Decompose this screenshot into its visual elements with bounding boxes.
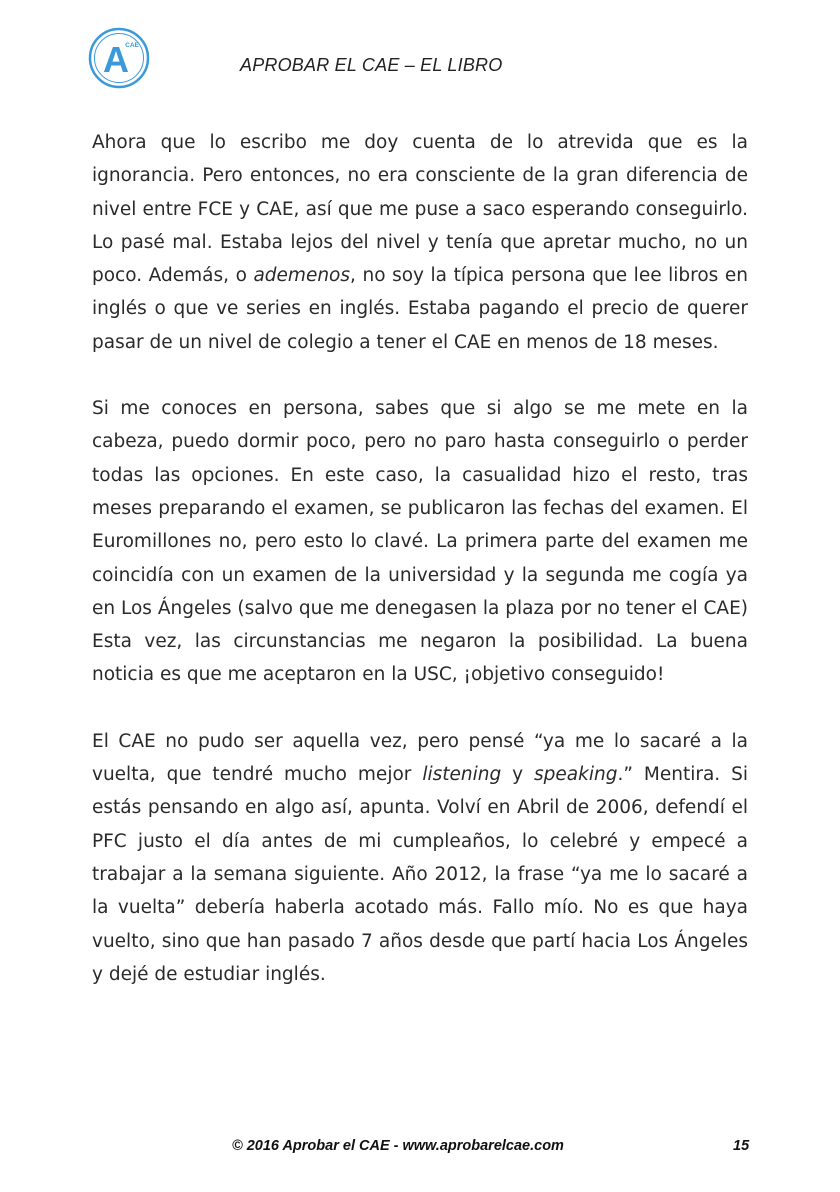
aprobar-cae-logo-icon [88, 27, 150, 89]
paragraph-1-part-a: Ahora que lo escribo me doy cuenta de lo atrevida que es la ignorancia. Pero entonces, no era consciente de la gran diferencia de nivel entre FCE y CAE, así que me puse a saco esperando conseguirlo. Lo pasé mal. Estaba lejos del nivel y tenía que apretar mucho, no un poco. Además, o [92, 132, 748, 287]
footer-copyright: © 2016 Aprobar el CAE - www.aprobarelcae.com [232, 1138, 564, 1154]
page-number: 15 [733, 1138, 750, 1154]
paragraph-3-mid: y [501, 764, 535, 786]
running-header-title: APROBAR EL CAE – EL LIBRO [240, 55, 503, 75]
paragraph-3 [92, 725, 748, 991]
paragraph-1 [92, 126, 748, 359]
paragraph-1-emphasis: ademenos [253, 265, 351, 287]
paragraph-3-part-a: El CAE no pudo ser aquella vez, pero pensé “ya me lo sacaré a la vuelta, que tendré mucho mejor [92, 730, 748, 786]
paragraph-3-emphasis-1: listening [422, 764, 502, 786]
logo-badge: CAE [125, 42, 139, 49]
body-text [92, 126, 748, 991]
paragraph-3-emphasis-2: speaking [534, 764, 618, 786]
logo-letter: A [103, 39, 129, 80]
paragraph-2: Si me conoces en persona, sabes que si algo se me mete en la cabeza, puedo dormir poco, pero no paro hasta conseguirlo o perder todas las opciones. En este caso, la casualidad hizo el resto, tras meses preparando el examen, se publicaron las fechas del examen. El Euromillones no, pero esto lo clavé. La primera parte del examen me coincidía con un examen de la universidad y la segunda me cogía ya en Los Ángeles (salvo que me denegasen la plaza por no tener el CAE) Esta vez, las circunstancias me negaron la posibilidad. La buena noticia es que me aceptaron en la USC, ¡objetivo conseguido! [92, 398, 748, 686]
paragraph-3-part-b: .” Mentira. Si estás pensando en algo así, apunta. Volví en Abril de 2006, defendí el PFC justo el día antes de mi cumpleaños, lo celebré y empecé a trabajar a la semana siguiente. Año 2012, la frase “ya me lo sacaré a la vuelta” debería haberla acotado más. Fallo mío. No es que haya vuelto, sino que han pasado 7 años desde que partí hacia Los Ángeles y dejé de estudiar inglés. [92, 764, 748, 985]
paragraph-1-part-b: , no soy la típica persona que lee libros en inglés o que ve series en inglés. Estaba pagando el precio de querer pasar de un nivel de colegio a tener el CAE en menos de 18 meses. [92, 265, 748, 353]
